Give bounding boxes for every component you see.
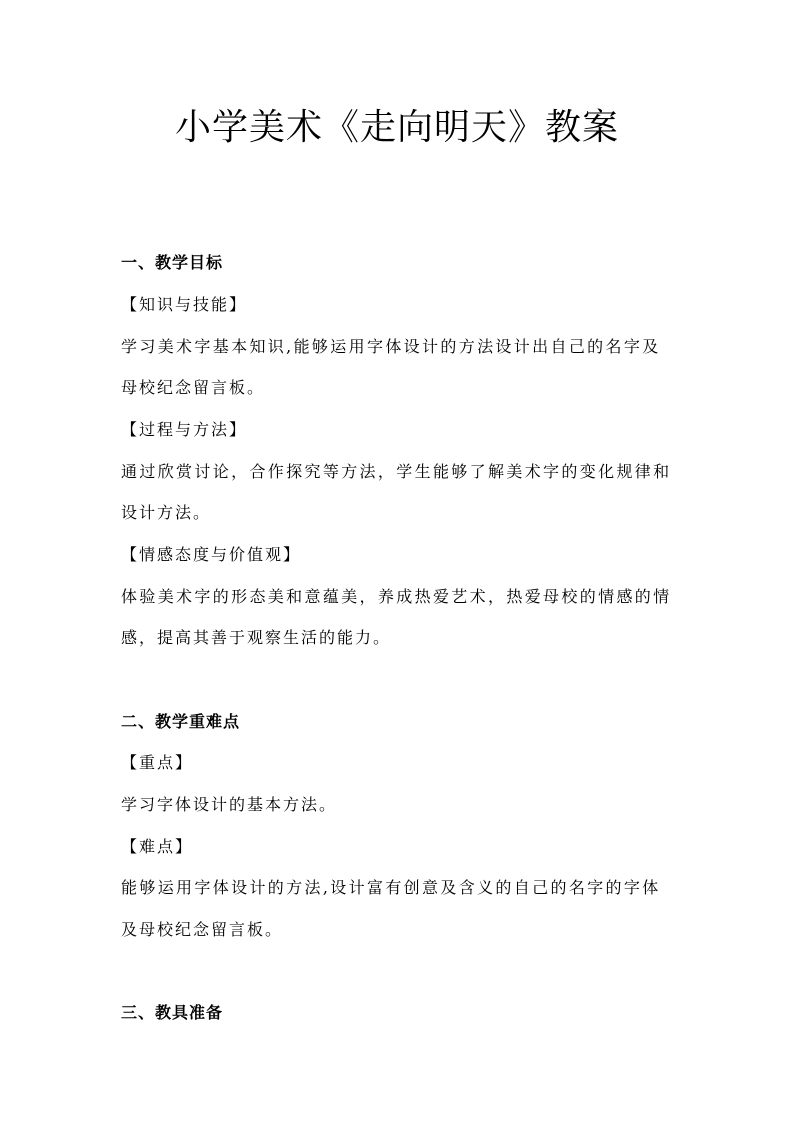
paragraph-line: 通过欣赏讨论，合作探究等方法，学生能够了解美术字的变化规律和 bbox=[121, 462, 672, 481]
subheading-key-point: 【重点】 bbox=[121, 753, 194, 772]
paragraph-line: 学习字体设计的基本方法。 bbox=[121, 795, 338, 814]
section-heading-materials: 三、教具准备 bbox=[121, 1003, 224, 1022]
section-heading-key-points: 二、教学重难点 bbox=[121, 712, 241, 731]
subheading-process-methods: 【过程与方法】 bbox=[121, 420, 248, 439]
subheading-difficulty: 【难点】 bbox=[121, 837, 194, 856]
subheading-attitudes-values: 【情感态度与价值观】 bbox=[121, 545, 302, 564]
document-title: 小学美术《走向明天》教案 bbox=[174, 107, 619, 148]
subheading-knowledge-skills: 【知识与技能】 bbox=[121, 295, 248, 314]
paragraph-line: 学习美术字基本知识,能够运用字体设计的方法设计出自己的名字及 bbox=[121, 337, 661, 356]
paragraph-line: 感，提高其善于观察生活的能力。 bbox=[121, 628, 392, 647]
paragraph-line: 母校纪念留言板。 bbox=[121, 378, 266, 397]
paragraph-line: 能够运用字体设计的方法,设计富有创意及含义的自己的名字的字体 bbox=[121, 878, 661, 897]
paragraph-line: 设计方法。 bbox=[121, 503, 212, 522]
section-heading-objectives: 一、教学目标 bbox=[121, 253, 224, 272]
paragraph-line: 及母校纪念留言板。 bbox=[121, 920, 284, 939]
paragraph-line: 体验美术字的形态美和意蕴美，养成热爱艺术，热爱母校的情感的情 bbox=[121, 587, 672, 606]
